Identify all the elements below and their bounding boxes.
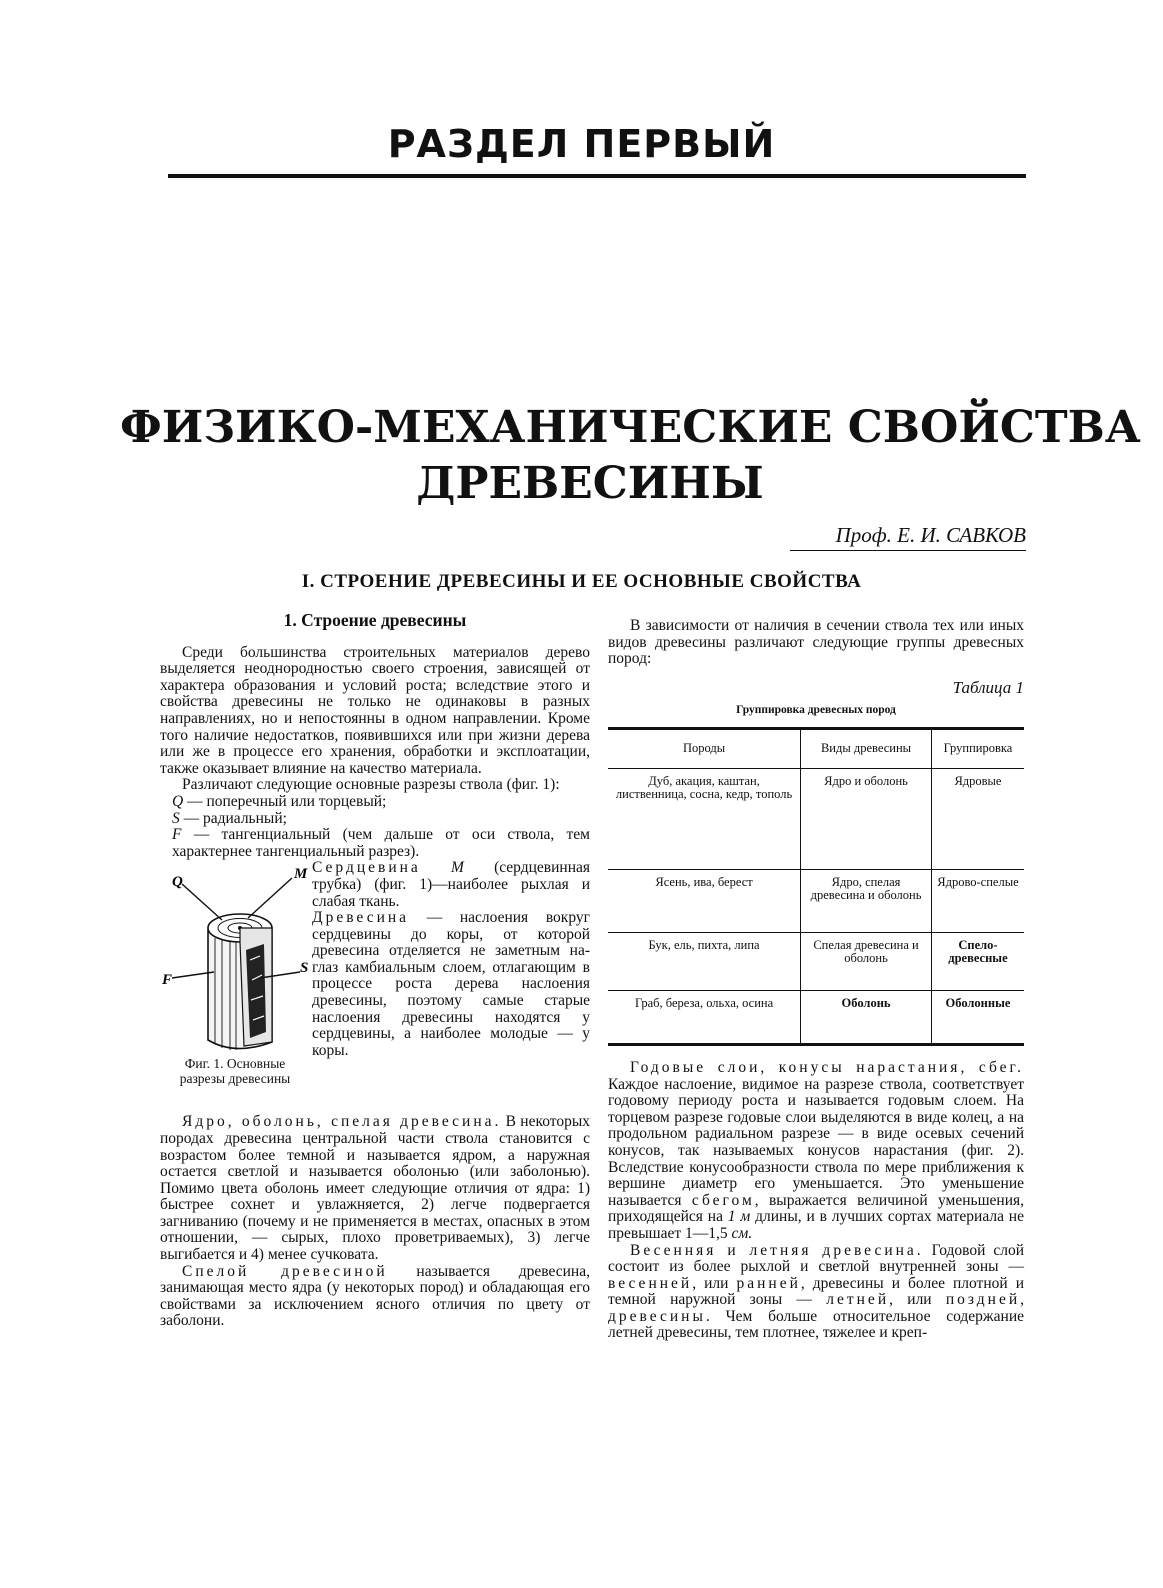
paragraph-sections: Различают следующие основные разрезы ствола (фиг. 1):: [182, 776, 560, 794]
term-annual-rings: Годовые слои, конусы нарастания, сбег.: [630, 1058, 1024, 1076]
symbol-s: S: [172, 809, 180, 827]
paragraph-pith: [312, 860, 590, 910]
term-ripe: Спелой древесиной: [182, 1262, 388, 1280]
paragraph-wood: [312, 910, 590, 1059]
table-cell: Ядрово-спелые: [931, 869, 1024, 932]
table-cell: Ядро, спелая древесина и оболонь: [801, 869, 932, 932]
paragraph-ripe: [160, 1264, 590, 1330]
table-cell: Оболонь: [801, 990, 932, 1044]
table-cell: Ядро и оболонь: [801, 768, 932, 869]
main-title-line-2: ДРЕВЕСИНЫ: [416, 458, 764, 509]
figure-label-f: F: [162, 972, 173, 989]
main-title: [120, 400, 1141, 512]
paragraph-spring-text-6: . Чем больше относительное содержание летней древесины, тем плотнее, тяжелее и креп-: [608, 1307, 1024, 1342]
paragraph-spring-text-5: ,: [1020, 1291, 1025, 1309]
table-cell: Спелая древесина и оболонь: [801, 932, 932, 990]
table-cell: Бук, ель, пихта, липа: [608, 932, 801, 990]
figure-label-s: S: [300, 960, 309, 977]
table-label: Таблица 1: [952, 677, 1024, 697]
term-pith: Сердцевина: [312, 859, 421, 877]
paragraph-wood-text: — наслоения вокруг сердцевины до коры, от которой древесина отделяется не заметным на-глаз камбиальным слоем, отлагающим в процессе роста дерева наслоения древесины, поэтому самые старые наслоения древесины находятся у сердцевины, а наиболее молодые — у коры.: [312, 909, 590, 1059]
table-cell: Спело-древесные: [931, 932, 1024, 990]
table-row: [608, 869, 1024, 932]
cut-definitions: [160, 794, 590, 860]
symbol-m: M: [450, 859, 464, 877]
term-summer: летней: [826, 1291, 890, 1309]
term-early: ранней: [736, 1274, 801, 1292]
table-header-wood-types: Виды древесины: [801, 728, 932, 768]
paragraph-spring-summer: [608, 1243, 1024, 1343]
figure-caption-line-1: Фиг. 1. Основные: [184, 1056, 286, 1072]
table-cell: Ясень, ива, берест: [608, 869, 801, 932]
definition-f-text: — тангенциальный (чем дальше от оси ствола, тем характернее тангенциальный разрез).: [172, 826, 590, 860]
figure-side-text: [312, 860, 590, 1059]
table-header-row: [608, 728, 1024, 768]
figure-caption-line-2: разрезы древесины: [179, 1071, 291, 1087]
table-cell: Ядровые: [931, 768, 1024, 869]
section-rule: [168, 174, 1026, 178]
paragraph-pith-text: (сердцевинная трубка) (фиг. 1)—наиболее рыхлая и слабая ткань.: [312, 859, 590, 910]
unit-meter: 1 м: [727, 1208, 751, 1226]
subsection-heading: 1. Строение древесины: [283, 610, 467, 630]
paragraph-rings-text-1: Каждое наслоение, видимое на разрезе ствола, соответствует годовому периоду роста и называется годовым слоем. На торцевом разрезе годовые слои выделяются в виде колец, а на продольном радиальном разрезе — в виде осевых сечений конусов, так называемых конусов нарастания (фиг. 2). Вследствие конусообразности ствола по мере приближения к вершине диаметр его уменьшается. Это уменьшение называется: [608, 1075, 1024, 1209]
term-late: поздней: [945, 1291, 1021, 1309]
section-heading: РАЗДЕЛ ПЕРВЫЙ: [387, 122, 776, 166]
paragraph-spring-text-3: , древесины и более плотной и темной наружной зоны —: [608, 1274, 1024, 1309]
term-spring-summer: Весенняя и летняя древесина.: [630, 1241, 924, 1259]
author-line: Проф. Е. И. САВКОВ: [790, 523, 1026, 551]
table-cell: Дуб, акация, каштан, лиственница, сосна, кедр, тополь: [608, 768, 801, 869]
table-title: Группировка древесных пород: [736, 704, 896, 717]
figure-block: [160, 860, 590, 1114]
table-header-grouping: Группировка: [931, 728, 1024, 768]
table-row: [608, 990, 1024, 1044]
paragraph-ripe-text: называется древесина, занимающая место ядра (у некоторых пород) и обладающая его свойствами за исключением ясного отличия по цвету от заболони.: [160, 1262, 590, 1330]
figure-caption: [160, 1056, 310, 1086]
term-taper: сбегом: [691, 1191, 755, 1209]
definition-q: [172, 794, 590, 811]
figure-label-q: Q: [172, 874, 183, 891]
paragraph-spring-text-1: Годовой слой состоит из более рыхлой и светлой внутренней зоны —: [608, 1241, 1024, 1276]
main-title-line-1: ФИЗИКО-МЕХАНИЧЕСКИЕ СВОЙСТВА: [120, 402, 1141, 453]
unit-cm: см.: [731, 1224, 753, 1242]
term-wood-2: древесины: [608, 1307, 706, 1325]
definition-s-text: — радиальный;: [179, 809, 287, 827]
paragraph-rings-text-2: , выражается величиной уменьшения, приходящейся на: [608, 1191, 1024, 1226]
symbol-f: F: [172, 826, 182, 844]
left-column: [160, 612, 590, 1330]
definition-f: [172, 827, 590, 860]
table-cell: Оболонные: [931, 990, 1024, 1044]
paragraph-spring-text-4: , или: [889, 1291, 946, 1309]
definition-s: [172, 811, 590, 828]
table-header-species: Породы: [608, 728, 801, 768]
table-row: [608, 932, 1024, 990]
table-cell: Граб, береза, ольха, осина: [608, 990, 801, 1044]
paragraph-groups-intro: В зависимости от наличия в сечении ствола тех или иных видов древесины различают следующие группы древесных пород:: [608, 617, 1024, 668]
log-cross-section-figure: [160, 860, 310, 1070]
term-spring: весенней: [608, 1274, 693, 1292]
definition-q-text: — поперечный или торцевый;: [183, 792, 387, 810]
symbol-q: Q: [172, 792, 184, 810]
paragraph-core: [160, 1114, 590, 1263]
paragraph-intro: Среди большинства строительных материалов дерево выделяется неоднородностью своего строения, зависящей от характера образования и условий роста; вследствие этого и свойства древесины не только не одинаковы в разных направлениях, но и непостоянны в одном направлении. Кроме того наличие недостатков, появившихся или при жизни дерева или же в процессе его хранения, обработки и эксплоатации, также оказывает влияние на качество материала.: [160, 643, 590, 777]
paragraph-spring-text-2: , или: [692, 1274, 737, 1292]
table-row: [608, 768, 1024, 869]
right-column: [608, 618, 1024, 1342]
term-core: Ядро, оболонь, спелая древесина.: [182, 1113, 502, 1131]
wood-groups-table: [608, 727, 1024, 1046]
chapter-heading: I. СТРОЕНИЕ ДРЕВЕСИНЫ И ЕЕ ОСНОВНЫЕ СВОЙСТВА: [301, 571, 862, 592]
term-wood: Древесина: [312, 909, 410, 927]
figure-label-m: M: [294, 866, 308, 883]
paragraph-annual-rings: [608, 1060, 1024, 1243]
paragraph-rings-text-3: длины, и в лучших сортах материала не превышает 1—1,5: [608, 1208, 1024, 1242]
paragraph-core-text: В некоторых породах древесина центральной части ствола становится с возрастом более темной и называется ядром, а наружная остается светлой и называется оболонью (или заболонью). Помимо цвета оболонь имеет следующие отличия от ядра: 1) быстрее сохнет и увлажняется, 2) легче подвергается загниванию (почему и не применяется в местах, опасных в этом отношении, — сырых, плохо проветриваемых), 3) легче выгибается и 4) менее сучковата.: [160, 1113, 590, 1264]
